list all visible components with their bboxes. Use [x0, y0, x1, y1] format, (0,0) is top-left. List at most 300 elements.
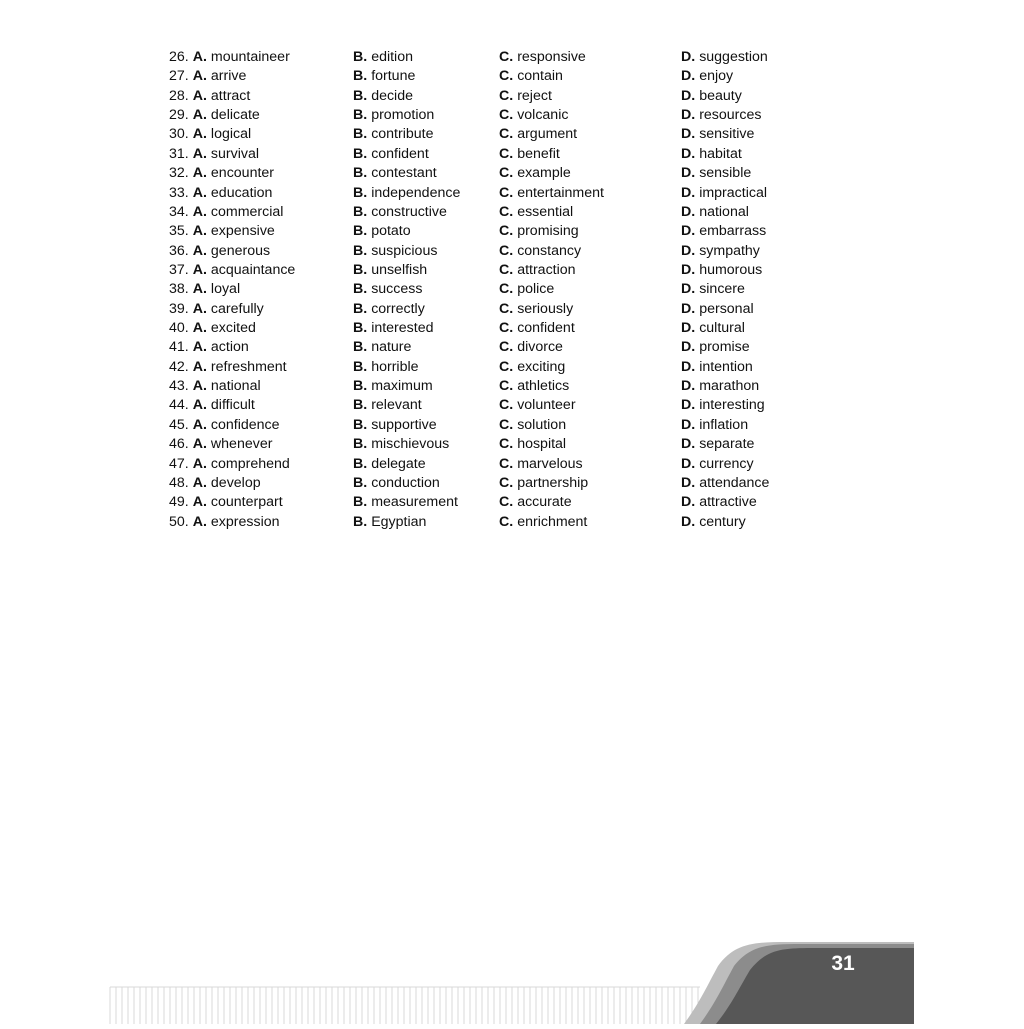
option-word: arrive	[210, 68, 247, 85]
option-letter: D.	[681, 513, 696, 530]
option-b	[353, 358, 419, 377]
option-letter: C.	[499, 49, 514, 65]
option-word: attendance	[699, 474, 770, 491]
option-letter: A.	[192, 68, 207, 85]
option-word: enjoy	[699, 68, 734, 85]
option-a	[169, 106, 260, 125]
option-word: confident	[517, 320, 575, 337]
option-word: sensitive	[699, 126, 755, 143]
option-letter: A.	[192, 378, 207, 395]
option-letter: C.	[499, 223, 514, 240]
question-number: 37.	[169, 261, 189, 278]
option-word: reject	[517, 87, 552, 104]
option-letter: D.	[681, 107, 696, 124]
option-a	[169, 261, 295, 280]
option-a	[169, 242, 270, 261]
option-word: sincere	[699, 281, 745, 298]
option-letter: C.	[499, 184, 514, 201]
option-c	[499, 396, 576, 415]
option-letter: C.	[499, 68, 514, 85]
option-a	[169, 396, 255, 415]
question-row	[0, 319, 1024, 338]
option-word: hospital	[517, 436, 567, 453]
option-d	[681, 416, 748, 435]
option-letter: D.	[681, 320, 696, 337]
option-word: nature	[371, 339, 412, 356]
option-d	[681, 493, 757, 512]
option-c	[499, 164, 571, 183]
option-letter: C.	[499, 203, 514, 220]
option-letter: A.	[192, 474, 207, 491]
option-word: attract	[210, 87, 251, 104]
option-a	[169, 125, 251, 144]
option-a	[169, 145, 259, 164]
option-b	[353, 396, 422, 415]
question-row	[0, 280, 1024, 299]
option-letter: C.	[499, 165, 514, 182]
option-word: divorce	[517, 339, 563, 356]
question-number: 45.	[169, 416, 189, 433]
option-word: constructive	[371, 203, 447, 220]
option-word: delegate	[371, 455, 426, 472]
option-word: attraction	[517, 261, 576, 278]
option-a	[169, 300, 264, 319]
question-row	[0, 164, 1024, 183]
option-word: volunteer	[517, 397, 576, 414]
question-row	[0, 145, 1024, 164]
option-d	[681, 435, 754, 454]
question-number: 49.	[169, 494, 189, 511]
option-word: promotion	[371, 107, 435, 124]
option-word: sensible	[699, 165, 752, 182]
question-row	[0, 222, 1024, 241]
option-letter: A.	[192, 455, 207, 472]
option-d	[681, 358, 753, 377]
option-word: confidence	[210, 416, 280, 433]
option-c	[499, 261, 576, 280]
option-word: humorous	[699, 261, 763, 278]
option-a	[169, 319, 256, 338]
option-word: sympathy	[699, 242, 760, 259]
option-d	[681, 338, 750, 357]
option-c	[499, 358, 565, 377]
option-a	[169, 493, 283, 512]
question-row	[0, 396, 1024, 415]
option-word: develop	[210, 474, 261, 491]
option-d	[681, 455, 754, 474]
option-d	[681, 261, 762, 280]
option-c	[499, 319, 575, 338]
option-word: promising	[517, 223, 579, 240]
question-number: 39.	[169, 300, 189, 317]
option-b	[353, 242, 437, 261]
option-word: delicate	[210, 107, 260, 124]
option-word: constancy	[517, 242, 582, 259]
option-b	[353, 67, 415, 86]
option-letter: A.	[192, 416, 207, 433]
option-c	[499, 125, 577, 144]
option-word: currency	[699, 455, 754, 472]
option-word: loyal	[210, 281, 241, 298]
question-row	[0, 513, 1024, 532]
option-letter: B.	[353, 145, 368, 162]
option-a	[169, 513, 280, 532]
question-number: 50.	[169, 513, 189, 530]
footer-stripe-pattern	[110, 987, 698, 1024]
option-word: national	[699, 203, 749, 220]
option-letter: B.	[353, 300, 368, 317]
option-a	[169, 203, 283, 222]
option-letter: C.	[499, 261, 514, 278]
option-word: national	[210, 378, 261, 395]
option-letter: B.	[353, 184, 368, 201]
option-letter: C.	[499, 320, 514, 337]
page-number: 31	[831, 952, 855, 975]
option-word: education	[210, 184, 273, 201]
option-letter: B.	[353, 358, 368, 375]
question-number: 47.	[169, 455, 189, 472]
option-letter: B.	[353, 513, 368, 530]
option-letter: D.	[681, 339, 696, 356]
option-letter: D.	[681, 436, 696, 453]
option-word: seriously	[517, 300, 574, 317]
question-row	[0, 203, 1024, 222]
option-letter: B.	[353, 49, 368, 65]
option-word: horrible	[371, 358, 419, 375]
option-letter: D.	[681, 145, 696, 162]
option-letter: A.	[192, 242, 207, 259]
option-letter: A.	[192, 300, 207, 317]
option-word: suspicious	[371, 242, 438, 259]
option-c	[499, 435, 566, 454]
option-word: generous	[210, 242, 271, 259]
option-letter: C.	[499, 378, 514, 395]
question-row	[0, 48, 1024, 67]
option-letter: A.	[192, 87, 207, 104]
question-row	[0, 184, 1024, 203]
question-list	[0, 48, 1024, 532]
option-word: resources	[699, 107, 762, 124]
option-letter: A.	[192, 223, 207, 240]
option-c	[499, 145, 560, 164]
footer-decoration	[0, 930, 1024, 1024]
option-word: beauty	[699, 87, 742, 104]
option-word: encounter	[210, 165, 275, 182]
option-c	[499, 513, 587, 532]
option-b	[353, 106, 434, 125]
option-letter: A.	[192, 281, 207, 298]
option-b	[353, 184, 460, 203]
option-d	[681, 222, 766, 241]
option-letter: B.	[353, 397, 368, 414]
question-number: 38.	[169, 281, 189, 298]
option-word: carefully	[210, 300, 264, 317]
option-a	[169, 280, 240, 299]
option-a	[169, 416, 280, 435]
option-word: acquaintance	[210, 261, 296, 278]
option-word: exciting	[517, 358, 566, 375]
option-letter: B.	[353, 203, 368, 220]
option-word: volcanic	[517, 107, 569, 124]
option-c	[499, 416, 566, 435]
option-c	[499, 48, 586, 67]
question-number: 26.	[169, 49, 189, 65]
option-a	[169, 48, 290, 67]
option-b	[353, 300, 425, 319]
option-word: supportive	[371, 416, 437, 433]
option-word: responsive	[517, 49, 586, 65]
option-letter: D.	[681, 242, 696, 259]
option-d	[681, 474, 769, 493]
option-b	[353, 87, 413, 106]
question-number: 32.	[169, 165, 189, 182]
question-row	[0, 125, 1024, 144]
option-b	[353, 513, 426, 532]
question-number: 34.	[169, 203, 189, 220]
option-b	[353, 416, 437, 435]
question-number: 27.	[169, 68, 189, 85]
option-d	[681, 377, 759, 396]
question-number: 35.	[169, 223, 189, 240]
question-row	[0, 106, 1024, 125]
option-letter: C.	[499, 339, 514, 356]
question-number: 43.	[169, 378, 189, 395]
option-word: excited	[210, 320, 256, 337]
option-letter: B.	[353, 87, 368, 104]
option-word: example	[517, 165, 571, 182]
option-letter: A.	[192, 165, 207, 182]
option-letter: A.	[192, 107, 207, 124]
option-word: personal	[699, 300, 754, 317]
page-footer	[0, 930, 1024, 1024]
option-letter: A.	[192, 145, 207, 162]
option-a	[169, 455, 290, 474]
option-word: whenever	[210, 436, 273, 453]
option-a	[169, 358, 287, 377]
option-letter: A.	[192, 397, 207, 414]
option-word: commercial	[210, 203, 284, 220]
option-letter: D.	[681, 261, 696, 278]
option-letter: C.	[499, 242, 514, 259]
option-word: police	[517, 281, 555, 298]
option-word: decide	[371, 87, 413, 104]
option-word: action	[210, 339, 249, 356]
question-row	[0, 435, 1024, 454]
option-word: edition	[371, 49, 413, 65]
option-d	[681, 396, 765, 415]
option-word: survival	[210, 145, 260, 162]
question-number: 30.	[169, 126, 189, 143]
option-b	[353, 435, 449, 454]
option-b	[353, 125, 434, 144]
option-word: partnership	[517, 474, 589, 491]
option-letter: C.	[499, 281, 514, 298]
option-word: confident	[371, 145, 429, 162]
question-number: 44.	[169, 397, 189, 414]
option-word: relevant	[371, 397, 422, 414]
question-row	[0, 416, 1024, 435]
question-number: 33.	[169, 184, 189, 201]
option-d	[681, 67, 733, 86]
option-d	[681, 203, 749, 222]
question-row	[0, 474, 1024, 493]
option-letter: B.	[353, 68, 368, 85]
option-b	[353, 493, 458, 512]
option-a	[169, 87, 250, 106]
option-letter: B.	[353, 165, 368, 182]
option-word: intention	[699, 358, 753, 375]
question-number: 31.	[169, 145, 189, 162]
option-letter: D.	[681, 494, 696, 511]
option-word: difficult	[210, 397, 255, 414]
option-c	[499, 87, 552, 106]
option-letter: B.	[353, 455, 368, 472]
option-b	[353, 319, 434, 338]
option-word: promise	[699, 339, 750, 356]
question-row	[0, 358, 1024, 377]
question-number: 48.	[169, 474, 189, 491]
option-a	[169, 338, 249, 357]
option-d	[681, 184, 767, 203]
option-c	[499, 67, 563, 86]
option-letter: B.	[353, 416, 368, 433]
option-b	[353, 455, 426, 474]
option-letter: B.	[353, 223, 368, 240]
option-word: benefit	[517, 145, 560, 162]
option-c	[499, 338, 563, 357]
option-letter: B.	[353, 242, 368, 259]
option-word: inflation	[699, 416, 749, 433]
option-d	[681, 48, 768, 67]
option-word: measurement	[371, 494, 458, 511]
option-letter: B.	[353, 281, 368, 298]
option-word: unselfish	[371, 261, 428, 278]
question-row	[0, 338, 1024, 357]
option-word: marvelous	[517, 455, 583, 472]
option-letter: D.	[681, 455, 696, 472]
option-letter: C.	[499, 397, 514, 414]
option-c	[499, 242, 581, 261]
option-letter: A.	[192, 126, 207, 143]
option-word: independence	[371, 184, 461, 201]
option-letter: C.	[499, 87, 514, 104]
option-word: attractive	[699, 494, 757, 511]
question-row	[0, 377, 1024, 396]
option-c	[499, 203, 573, 222]
option-letter: C.	[499, 474, 514, 491]
option-letter: B.	[353, 494, 368, 511]
option-d	[681, 280, 745, 299]
option-c	[499, 455, 583, 474]
option-letter: D.	[681, 281, 696, 298]
option-d	[681, 300, 754, 319]
option-word: success	[371, 281, 423, 298]
option-letter: C.	[499, 494, 514, 511]
option-letter: D.	[681, 474, 696, 491]
option-b	[353, 164, 437, 183]
option-letter: B.	[353, 474, 368, 491]
option-b	[353, 261, 427, 280]
option-letter: A.	[192, 358, 207, 375]
option-c	[499, 493, 572, 512]
question-row	[0, 261, 1024, 280]
option-c	[499, 222, 579, 241]
option-letter: D.	[681, 203, 696, 220]
option-word: enrichment	[517, 513, 588, 530]
option-letter: A.	[192, 184, 207, 201]
option-b	[353, 222, 411, 241]
option-letter: C.	[499, 107, 514, 124]
option-letter: B.	[353, 378, 368, 395]
question-number: 28.	[169, 87, 189, 104]
option-letter: A.	[192, 49, 207, 65]
option-word: habitat	[699, 145, 742, 162]
option-d	[681, 319, 745, 338]
option-word: century	[699, 513, 746, 530]
option-b	[353, 338, 411, 357]
option-a	[169, 474, 261, 493]
option-letter: C.	[499, 126, 514, 143]
option-b	[353, 48, 413, 67]
option-letter: B.	[353, 261, 368, 278]
option-a	[169, 67, 246, 86]
option-c	[499, 106, 568, 125]
option-word: interesting	[699, 397, 765, 414]
option-letter: D.	[681, 87, 696, 104]
option-letter: D.	[681, 358, 696, 375]
option-word: cultural	[699, 320, 745, 337]
option-word: mountaineer	[210, 49, 290, 65]
option-letter: C.	[499, 436, 514, 453]
option-word: comprehend	[210, 455, 290, 472]
option-d	[681, 106, 761, 125]
option-word: potato	[371, 223, 411, 240]
option-letter: B.	[353, 320, 368, 337]
option-letter: C.	[499, 416, 514, 433]
option-b	[353, 203, 447, 222]
question-row	[0, 242, 1024, 261]
option-d	[681, 125, 754, 144]
option-letter: D.	[681, 300, 696, 317]
option-word: counterpart	[210, 494, 283, 511]
option-word: expression	[210, 513, 280, 530]
question-number: 46.	[169, 436, 189, 453]
option-c	[499, 474, 588, 493]
option-letter: C.	[499, 145, 514, 162]
option-word: embarrass	[699, 223, 767, 240]
option-b	[353, 377, 433, 396]
option-letter: D.	[681, 165, 696, 182]
question-number: 29.	[169, 107, 189, 124]
option-d	[681, 145, 742, 164]
option-word: conduction	[371, 474, 440, 491]
option-c	[499, 184, 604, 203]
option-word: separate	[699, 436, 755, 453]
option-word: contain	[517, 68, 563, 85]
option-c	[499, 280, 554, 299]
option-b	[353, 145, 429, 164]
option-letter: A.	[192, 320, 207, 337]
option-a	[169, 435, 272, 454]
option-d	[681, 164, 751, 183]
option-letter: A.	[192, 513, 207, 530]
option-letter: A.	[192, 203, 207, 220]
option-letter: A.	[192, 339, 207, 356]
option-b	[353, 280, 422, 299]
option-letter: D.	[681, 397, 696, 414]
question-row	[0, 493, 1024, 512]
option-letter: D.	[681, 223, 696, 240]
